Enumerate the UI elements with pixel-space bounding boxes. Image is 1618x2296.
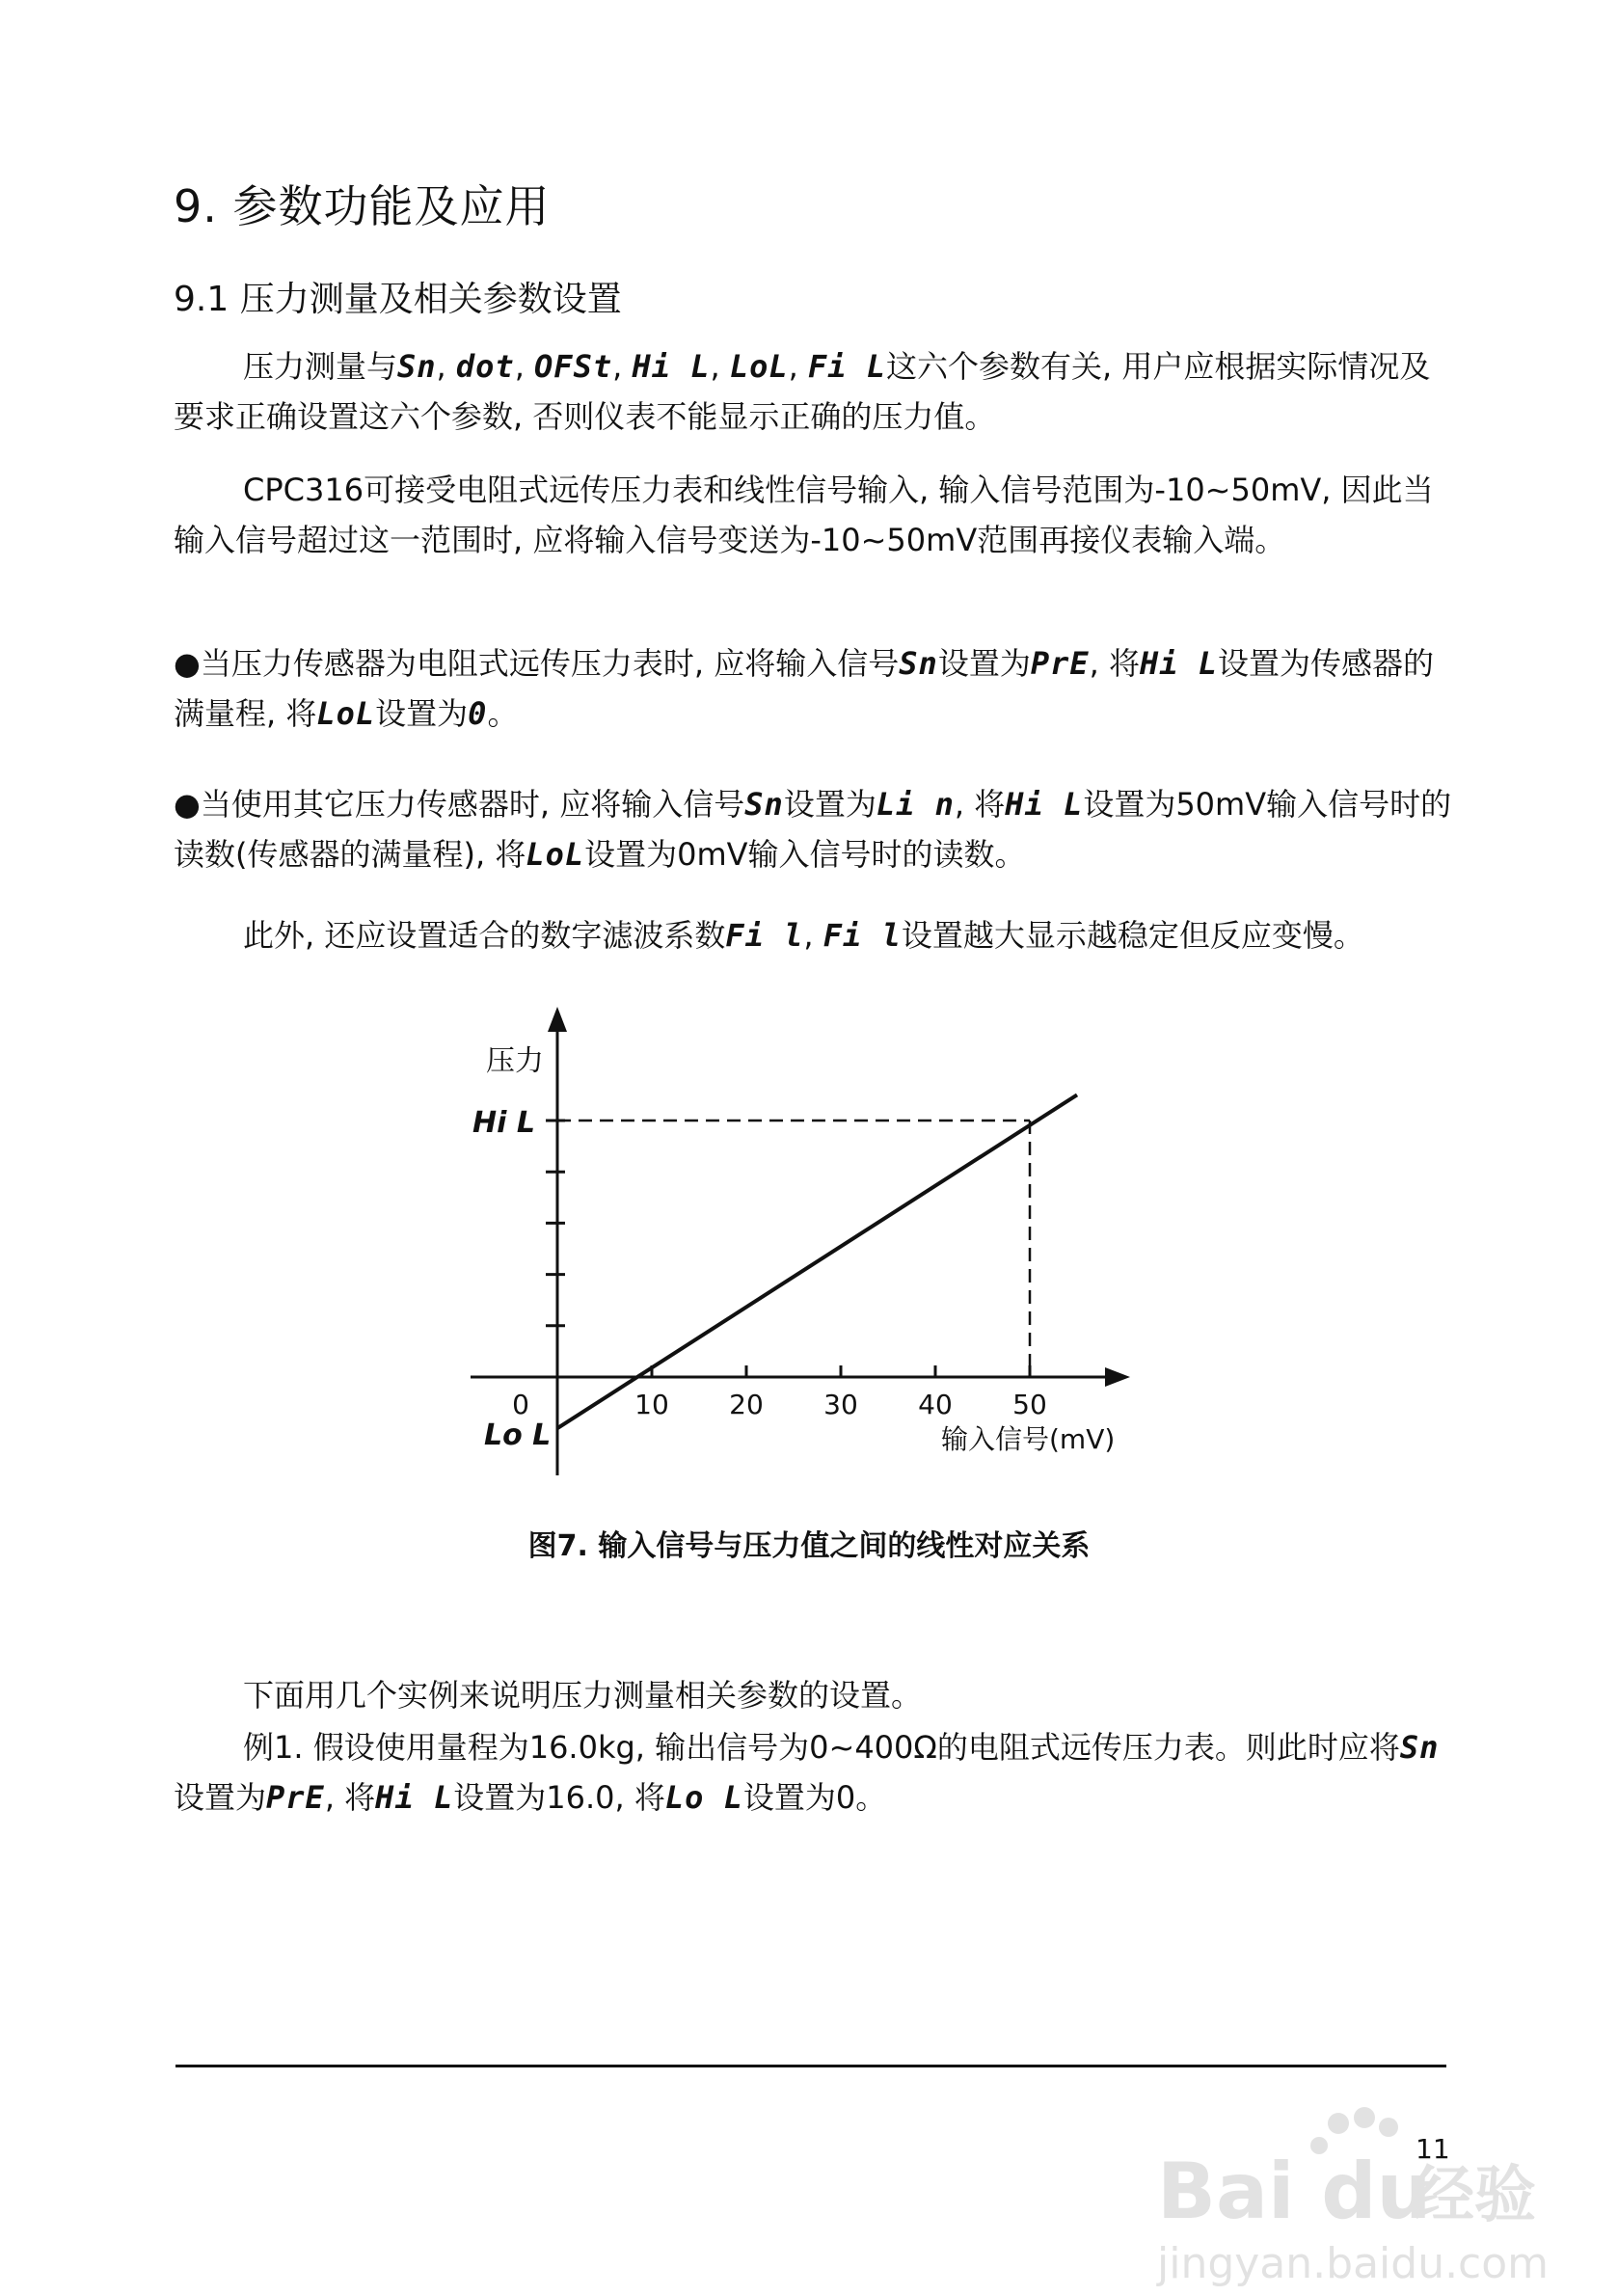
y-axis-arrow-icon	[548, 1007, 567, 1032]
bullet-other-sensor: ●当使用其它压力传感器时, 应将输入信号Sn设置为Li n, 将Hi L设置为50mV输入信号时的读数(传感器的满量程), 将LoL设置为0mV输入信号时的读数。	[174, 786, 1452, 873]
param-sn: Sn	[397, 348, 437, 385]
paw-toe-icon	[1379, 2118, 1398, 2137]
bullet-dot: ●	[174, 645, 201, 682]
paragraph-examples-intro: 下面用几个实例来说明压力测量相关参数的设置。	[243, 1677, 923, 1714]
param-hil: Hi L	[632, 348, 711, 385]
param-lol: LoL	[729, 348, 789, 385]
param-fil: Fi L	[807, 348, 887, 385]
subsection-heading: 9.1 压力测量及相关参数设置	[174, 280, 622, 319]
y-axis-label: 压力	[486, 1044, 544, 1078]
x-tick-label: 50	[1012, 1389, 1047, 1420]
param-ofst: OFSt	[534, 348, 613, 385]
x-tick-label: 40	[918, 1389, 953, 1420]
lol-label: Lo L	[484, 1418, 552, 1452]
paragraph-example-1: 例1. 假设使用量程为16.0kg, 输出信号为0~400Ω的电阻式远传压力表。则此时应将Sn设置为PrE, 将Hi L设置为16.0, 将Lo L设置为0。	[174, 1729, 1440, 1816]
figure-caption: 图7. 输入信号与压力值之间的线性对应关系	[527, 1529, 1091, 1563]
x-origin-label: 0	[512, 1389, 529, 1420]
x-axis-arrow-icon	[1105, 1367, 1130, 1387]
paragraph-intro: 压力测量与Sn, dot, OFSt, Hi L, LoL, Fi L这六个参数有关, 用户应根据实际情况及要求正确设置这六个参数, 否则仪表不能显示正确的压力值。	[174, 348, 1431, 435]
bullet-dot: ●	[174, 786, 201, 823]
paw-toe-icon	[1328, 2113, 1349, 2134]
section-heading: 9. 参数功能及应用	[174, 180, 551, 232]
x-tick-label: 10	[634, 1389, 669, 1420]
watermark-brand: Bai du	[1157, 2147, 1432, 2236]
watermark-url: jingyan.baidu.com	[1157, 2239, 1550, 2288]
x-tick-label: 30	[823, 1389, 858, 1420]
hil-label: Hi L	[472, 1106, 535, 1140]
paragraph-filter: 此外, 还应设置适合的数字滤波系数Fi l, Fi l设置越大显示越稳定但反应变慢。	[243, 917, 1364, 954]
x-axis-label: 输入信号(mV)	[941, 1423, 1116, 1455]
paw-toe-icon	[1354, 2107, 1375, 2128]
param-dot: dot	[455, 348, 515, 385]
page-number: 11	[1416, 2133, 1450, 2165]
watermark-cn: 经验	[1413, 2160, 1536, 2231]
bullet-resistive: ●当压力传感器为电阻式远传压力表时, 应将输入信号Sn设置为PrE, 将Hi L设置为传感器的满量程, 将LoL设置为0。	[174, 645, 1435, 732]
baidu-jingyan-watermark	[1147, 2102, 1552, 2295]
x-tick-label: 20	[729, 1389, 764, 1420]
paragraph-input-range: CPC316可接受电阻式远传压力表和线性信号输入, 输入信号范围为-10~50mV, 因此当输入信号超过这一范围时, 应将输入信号变送为-10~50mV范围再接仪表输入端。	[174, 472, 1434, 558]
footer-rule	[175, 2065, 1446, 2067]
